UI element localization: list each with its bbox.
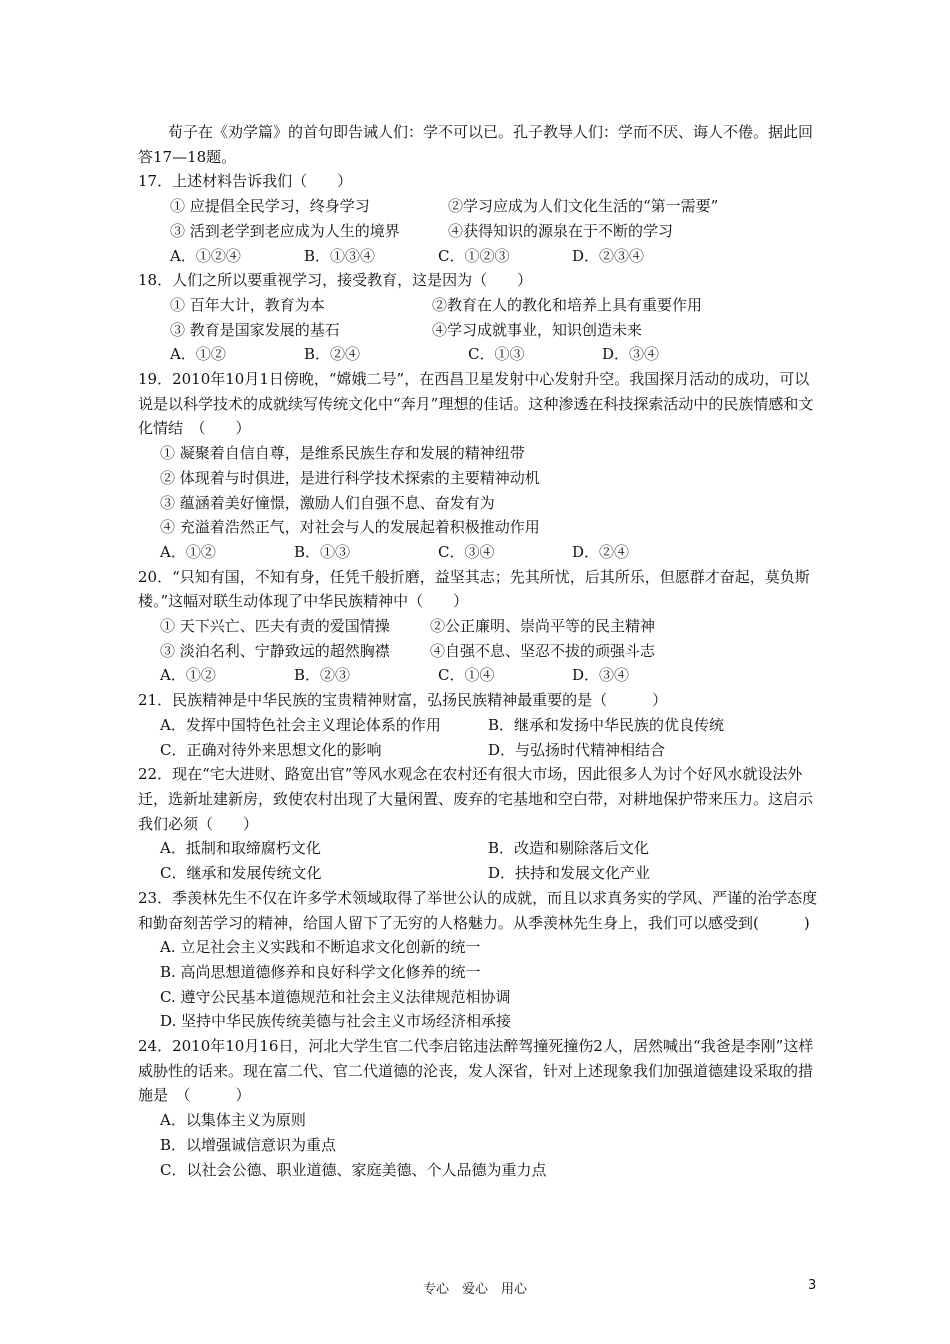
question-19-answer-b: B．①③ <box>294 542 351 561</box>
question-21-option-a: A．发挥中国特色社会主义理论体系的作用 <box>160 715 441 734</box>
question-18-option-2: ②教育在人的教化和培养上具有重要作用 <box>432 295 703 314</box>
page-number: 3 <box>808 1278 817 1293</box>
question-18-answers <box>138 342 818 367</box>
question-18-option-4: ④学习成就事业，知识创造未来 <box>432 320 643 339</box>
question-19-stem: 19．2010年10月1日傍晚，“嫦娥二号”，在西昌卫星发射中心发射升空。我国探月活动的成功，可以说是以科学技术的成就续写传统文化中“奔月”理想的佳话。这种渗透在科技探索活动中的民族情感和文化情结 （ ） <box>138 370 814 438</box>
question-22-options-row1 <box>138 836 818 861</box>
question-20-answer-c: C．①④ <box>438 666 495 685</box>
question-19-option-2: ② 体现着与时俱进，是进行科学技术探索的主要精神动机 <box>160 468 540 487</box>
question-18-options-row1 <box>138 293 818 318</box>
question-23-option-a: A. 立足社会主义实践和不断追求文化创新的统一 <box>160 938 481 957</box>
question-20-options-row2 <box>138 639 818 664</box>
page-content <box>138 120 818 1182</box>
question-24-option-a: A．以集体主义为原则 <box>160 1111 306 1130</box>
question-22-options-row2 <box>138 861 818 886</box>
question-23-option-d: D. 坚持中华民族传统美德与社会主义市场经济相承接 <box>160 1012 512 1031</box>
question-18-options-row2 <box>138 318 818 343</box>
question-22-stem: 22．现在“宅大进财、路宽出官”等风水观念在农村还有很大市场，因此很多人为讨个好风水就设法外迁，选新址建新房，致使农村出现了大量闲置、废弃的宅基地和空白带，对耕地保护带来压力。这启示我们必须（ ） <box>138 765 814 833</box>
question-19-option-3: ③ 蕴涵着美好憧憬，激励人们自强不息、奋发有为 <box>160 493 495 512</box>
question-17-options-row2 <box>138 219 818 244</box>
question-17-answers <box>138 244 818 269</box>
question-20-answer-b: B．②③ <box>294 666 351 685</box>
question-23-stem: 23．季羡林先生不仅在许多学术领域取得了举世公认的成就，而且以求真务实的学风、严谨的治学态度和勤奋刻苦学习的精神，给国人留下了无穷的人格魅力。从季羡林先生身上，我们可以感受到( ) <box>138 888 818 932</box>
question-20-option-2: ②公正廉明、崇尚平等的民主精神 <box>430 617 656 636</box>
question-18-answer-d: D．③④ <box>602 345 660 364</box>
question-21-options-row1 <box>138 713 818 738</box>
question-20-options-row1 <box>138 614 818 639</box>
question-18-option-3: ③ 教育是国家发展的基石 <box>170 320 340 339</box>
question-20-option-3: ③ 淡泊名利、宁静致远的超然胸襟 <box>160 641 390 660</box>
question-17-option-4: ④获得知识的源泉在于不断的学习 <box>448 221 674 240</box>
question-19-option-1: ① 凝聚着自信自尊，是维系民族生存和发展的精神纽带 <box>160 444 525 463</box>
question-17-answer-c: C．①②③ <box>438 246 510 265</box>
question-18-option-1: ① 百年大计，教育为本 <box>170 295 325 314</box>
question-17-answer-b: B．①③④ <box>304 246 376 265</box>
question-19-answers <box>138 540 818 565</box>
question-17-option-3: ③ 活到老学到老应成为人生的境界 <box>170 221 400 240</box>
question-21-option-c: C．正确对待外来思想文化的影响 <box>160 740 382 759</box>
question-19-answer-d: D．②④ <box>572 542 630 561</box>
question-21-option-d: D．与弘扬时代精神相结合 <box>488 740 666 759</box>
question-20-option-4: ④自强不息、坚忍不拔的顽强斗志 <box>430 641 656 660</box>
question-20-stem: 20．“只知有国，不知有身，任凭千般折磨，益坚其志；先其所忧，后其所乐，但愿群才奋起，莫负斯楼。”这幅对联生动体现了中华民族精神中（ ） <box>138 567 810 611</box>
question-22-option-b: B．改造和剔除落后文化 <box>488 839 650 858</box>
question-17-options-row1 <box>138 194 818 219</box>
question-21-option-b: B．继承和发扬中华民族的优良传统 <box>488 715 725 734</box>
footer-motto: 专心 爱心 用心 <box>422 1282 527 1297</box>
intro-paragraph: 荀子在《劝学篇》的首句即告诫人们：学不可以已。孔子教导人们：学而不厌、诲人不倦。据此回答17—18题。 <box>138 123 814 166</box>
question-20-answer-a: A．①② <box>160 666 216 685</box>
question-18-answer-a: A．①② <box>170 345 226 364</box>
question-17-answer-d: D．②③④ <box>572 246 645 265</box>
question-19-answer-c: C．③④ <box>438 542 495 561</box>
question-18-stem: 18．人们之所以要重视学习，接受教育，这是因为（ ） <box>138 271 533 290</box>
question-22-option-a: A．抵制和取缔腐朽文化 <box>160 839 321 858</box>
question-18-answer-c: C．①③ <box>468 345 525 364</box>
question-23-option-c: C. 遵守公民基本道德规范和社会主义法律规范相协调 <box>160 987 511 1006</box>
question-21-options-row2 <box>138 738 818 763</box>
question-17-option-1: ① 应提倡全民学习，终身学习 <box>170 197 370 216</box>
question-23-option-b: B. 高尚思想道德修养和良好科学文化修养的统一 <box>160 962 481 981</box>
question-20-option-1: ① 天下兴亡、匹夫有责的爱国情操 <box>160 617 390 636</box>
question-24-option-b: B．以增强诚信意识为重点 <box>160 1135 337 1154</box>
question-24-option-c: C．以社会公德、职业道德、家庭美德、个人品德为重力点 <box>160 1160 547 1179</box>
question-17-option-2: ②学习应成为人们文化生活的“第一需要” <box>448 197 719 216</box>
question-20-answers <box>138 663 818 688</box>
question-22-option-c: C．继承和发展传统文化 <box>160 864 322 883</box>
question-22-option-d: D．扶持和发展文化产业 <box>488 864 651 883</box>
question-19-answer-a: A．①② <box>160 542 216 561</box>
question-18-answer-b: B．②④ <box>304 345 361 364</box>
question-24-stem: 24．2010年10月16日，河北大学生官二代李启铭违法醉驾撞死撞伤2人，居然喊出“我爸是李刚”这样威胁性的话来。现在富二代、官二代道德的沦丧，发人深省，针对上述现象我们加强道德建设采取的措施是 （ ） <box>138 1037 814 1105</box>
question-21-stem: 21．民族精神是中华民族的宝贵精神财富，弘扬民族精神最重要的是（ ） <box>138 691 668 710</box>
question-20-answer-d: D．③④ <box>572 666 630 685</box>
question-19-option-4: ④ 充溢着浩然正气，对社会与人的发展起着积极推动作用 <box>160 518 540 537</box>
question-17-stem: 17．上述材料告诉我们（ ） <box>138 172 353 191</box>
question-17-answer-a: A．①②④ <box>170 246 241 265</box>
